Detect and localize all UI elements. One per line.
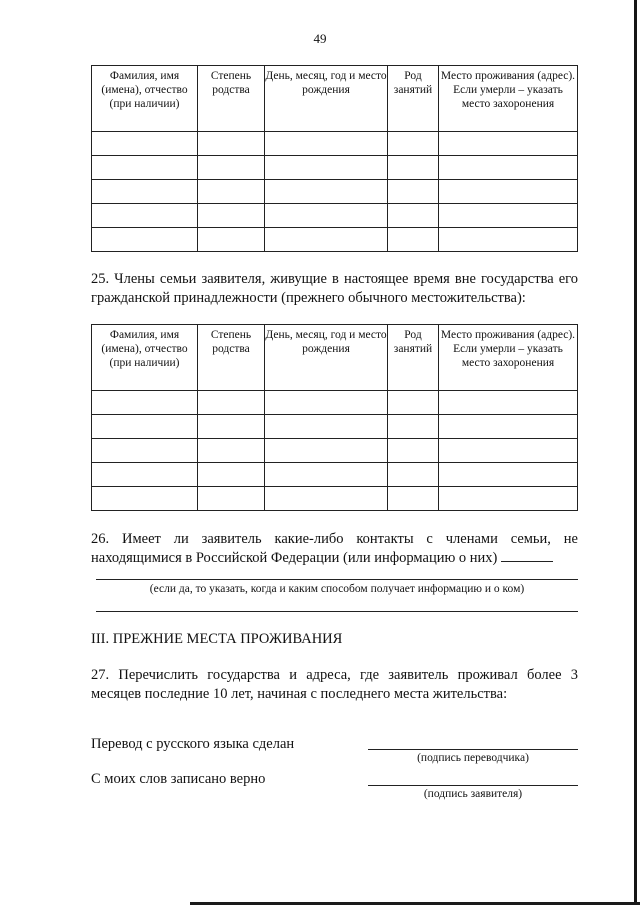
table-row (92, 228, 578, 252)
table-cell[interactable] (92, 156, 198, 180)
table-cell[interactable] (92, 204, 198, 228)
table-cell[interactable] (92, 463, 198, 487)
table-row (92, 156, 578, 180)
table-cell[interactable] (388, 132, 439, 156)
item-26-question: 26. Имеет ли заявитель какие-либо контакты с членами семьи, не находящимися в Российской Федерации (или информацию о них) (91, 531, 578, 566)
table-cell[interactable] (92, 132, 198, 156)
item-26-text (91, 530, 578, 568)
table-cell[interactable] (198, 463, 265, 487)
table-cell[interactable] (388, 204, 439, 228)
table-cell[interactable] (439, 132, 578, 156)
family-table-1 (91, 65, 578, 252)
col-header-residence: Место проживания (адрес). Если умерли – указать место захоронения (439, 325, 578, 391)
table-header-row (92, 66, 578, 132)
table-cell[interactable] (265, 132, 388, 156)
item-26-answer-line[interactable] (96, 579, 578, 580)
table-cell[interactable] (198, 228, 265, 252)
table-cell[interactable] (265, 487, 388, 511)
table-row (92, 487, 578, 511)
table-cell[interactable] (388, 391, 439, 415)
table-cell[interactable] (198, 391, 265, 415)
table-cell[interactable] (388, 487, 439, 511)
table-cell[interactable] (439, 204, 578, 228)
table-cell[interactable] (198, 204, 265, 228)
translator-signature-hint: (подпись переводчика) (417, 752, 529, 764)
table-cell[interactable] (265, 463, 388, 487)
table-cell[interactable] (388, 228, 439, 252)
table-cell[interactable] (388, 156, 439, 180)
scan-edge-right (634, 0, 637, 905)
section-3-title: III. ПРЕЖНИЕ МЕСТА ПРОЖИВАНИЯ (91, 631, 343, 647)
page-number: 49 (313, 31, 327, 46)
table-cell[interactable] (439, 391, 578, 415)
table-cell[interactable] (92, 487, 198, 511)
table-cell[interactable] (198, 439, 265, 463)
table-cell[interactable] (265, 415, 388, 439)
col-header-relation: Степень родства (198, 325, 265, 391)
col-header-occupation: Род занятий (388, 66, 439, 132)
table-cell[interactable] (198, 156, 265, 180)
table-row (92, 132, 578, 156)
item-26-answer-blank[interactable] (501, 549, 553, 562)
table-row (92, 439, 578, 463)
table-cell[interactable] (198, 487, 265, 511)
table-row (92, 415, 578, 439)
applicant-signature-line[interactable] (368, 785, 578, 786)
table-cell[interactable] (198, 415, 265, 439)
table-cell[interactable] (439, 180, 578, 204)
table-cell[interactable] (388, 463, 439, 487)
col-header-birth: День, месяц, год и место рождения (265, 66, 388, 132)
recorded-label: С моих слов записано верно (91, 771, 266, 787)
col-header-occupation: Род занятий (388, 325, 439, 391)
table-row (92, 463, 578, 487)
table-cell[interactable] (92, 415, 198, 439)
table-cell[interactable] (265, 156, 388, 180)
table-cell[interactable] (439, 487, 578, 511)
table-cell[interactable] (92, 180, 198, 204)
table-cell[interactable] (265, 204, 388, 228)
table-cell[interactable] (265, 391, 388, 415)
table-cell[interactable] (265, 228, 388, 252)
table-cell[interactable] (439, 439, 578, 463)
table-cell[interactable] (92, 391, 198, 415)
table-cell[interactable] (439, 156, 578, 180)
col-header-relation: Степень родства (198, 66, 265, 132)
table-cell[interactable] (439, 228, 578, 252)
applicant-signature-hint: (подпись заявителя) (423, 788, 523, 800)
table-cell[interactable] (439, 463, 578, 487)
item-26-hint: (если да, то указать, когда и каким способом получает информацию и о ком) (149, 583, 525, 595)
col-header-name: Фамилия, имя (имена), отчество (при наличии) (92, 325, 198, 391)
table-header-row (92, 325, 578, 391)
col-header-residence: Место проживания (адрес). Если умерли – указать место захоронения (439, 66, 578, 132)
translation-label: Перевод с русского языка сделан (91, 736, 295, 752)
table-cell[interactable] (388, 439, 439, 463)
table-row (92, 204, 578, 228)
table-cell[interactable] (265, 439, 388, 463)
col-header-birth: День, месяц, год и место рождения (265, 325, 388, 391)
col-header-name: Фамилия, имя (имена), отчество (при наличии) (92, 66, 198, 132)
table-cell[interactable] (198, 132, 265, 156)
table-cell[interactable] (439, 415, 578, 439)
table-cell[interactable] (265, 180, 388, 204)
table-cell[interactable] (92, 228, 198, 252)
table-cell[interactable] (388, 415, 439, 439)
table-cell[interactable] (92, 439, 198, 463)
item-27-text: 27. Перечислить государства и адреса, где заявитель проживал более 3 месяцев последние 10 лет, начиная с последнего места жительства: (91, 667, 578, 702)
table-row (92, 391, 578, 415)
family-table-2 (91, 324, 578, 511)
translator-signature-line[interactable] (368, 749, 578, 750)
table-cell[interactable] (198, 180, 265, 204)
table-cell[interactable] (388, 180, 439, 204)
table-row (92, 180, 578, 204)
item-25-text: 25. Члены семьи заявителя, живущие в настоящее время вне государства его гражданской принадлежности (прежнего обычного местожительства): (91, 271, 578, 306)
item-26-answer-line-2[interactable] (96, 611, 578, 612)
